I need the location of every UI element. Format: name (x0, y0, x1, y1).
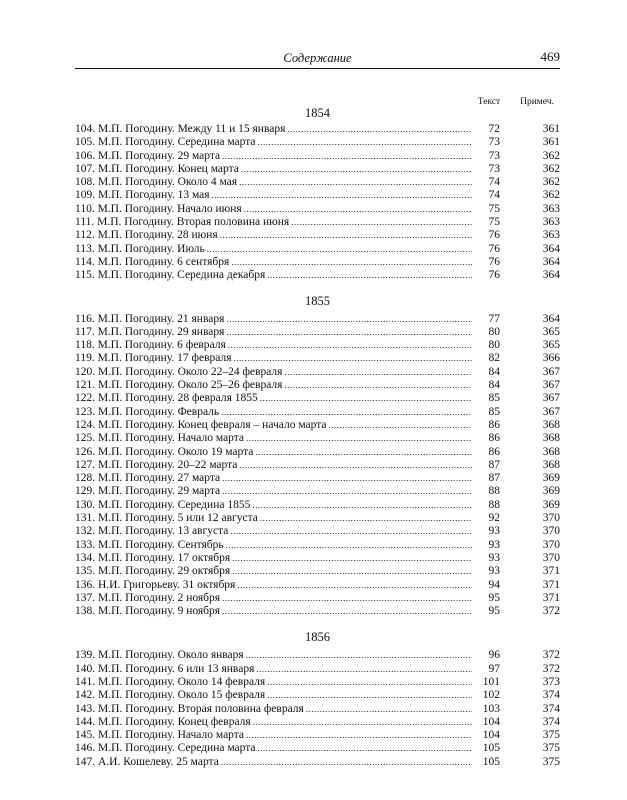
toc-entry (75, 512, 560, 525)
dot-leader (222, 485, 472, 498)
dot-leader (231, 256, 472, 269)
notes-page-number: 370 (542, 538, 560, 551)
section-1854 (75, 105, 560, 283)
entry-title: 133. М.П. Погодину. Сентябрь (75, 538, 224, 551)
dot-leader (246, 729, 472, 742)
notes-page-number: 371 (542, 578, 560, 591)
entry-title: 105. М.П. Погодину. Середина марта (75, 136, 256, 149)
dot-leader (232, 565, 472, 578)
entry-list (75, 313, 560, 619)
toc-entry (75, 313, 560, 326)
text-page-number: 97 (488, 662, 500, 675)
entry-title: 119. М.П. Погодину. 17 февраля (75, 352, 232, 365)
entry-title: 144. М.П. Погодину. Конец февраля (75, 715, 251, 728)
text-page-number: 101 (482, 675, 500, 688)
notes-page-number: 364 (542, 269, 560, 282)
running-title: Содержание (283, 51, 352, 65)
dot-leader (244, 203, 472, 216)
dot-leader (239, 459, 472, 472)
entry-title: 106. М.П. Погодину. 29 марта (75, 149, 221, 162)
toc-entry (75, 406, 560, 419)
dot-leader (252, 499, 472, 512)
entry-title: 142. М.П. Погодину. Около 15 февраля (75, 689, 266, 702)
entry-title: 139. М.П. Погодину. Около января (75, 649, 244, 662)
dot-leader (207, 243, 472, 256)
toc-entry (75, 676, 560, 689)
notes-page-number: 362 (542, 189, 560, 202)
toc-entry (75, 663, 560, 676)
dot-leader (255, 446, 472, 459)
text-page-number: 85 (488, 392, 500, 405)
toc-entry (75, 379, 560, 392)
entry-title: 146. М.П. Погодину. Середина марта (75, 742, 256, 755)
entry-title: 129. М.П. Погодину. 29 марта (75, 485, 221, 498)
dot-leader (226, 313, 472, 326)
toc-entry (75, 326, 560, 339)
text-page-number: 76 (488, 255, 500, 268)
notes-page-number: 367 (542, 392, 560, 405)
toc-entry (75, 485, 560, 498)
text-page-number: 86 (488, 445, 500, 458)
toc-entry (75, 499, 560, 512)
entry-title: 116. М.П. Погодину. 21 января (75, 312, 225, 325)
notes-page-number: 362 (542, 176, 560, 189)
entry-title: 140. М.П. Погодину. 6 или 13 января (75, 662, 255, 675)
entry-title: 122. М.П. Погодину. 28 февраля 1855 (75, 392, 258, 405)
toc-entry (75, 649, 560, 662)
section-1856 (75, 629, 560, 769)
notes-page-number: 372 (542, 662, 560, 675)
notes-page-number: 365 (542, 339, 560, 352)
notes-page-number: 371 (542, 591, 560, 604)
year-heading: 1854 (305, 106, 330, 120)
running-head (75, 50, 560, 68)
dot-leader (284, 366, 472, 379)
notes-page-number: 364 (542, 242, 560, 255)
dot-leader (260, 512, 472, 525)
dot-leader (260, 392, 472, 405)
text-page-number: 104 (482, 715, 500, 728)
notes-page-number: 362 (542, 162, 560, 175)
toc-entry (75, 203, 560, 216)
text-page-number: 105 (482, 755, 500, 768)
entry-title: 130. М.П. Погодину. Середина 1855 (75, 498, 251, 511)
dot-leader (221, 756, 472, 769)
notes-page-number: 363 (542, 202, 560, 215)
toc-entry (75, 729, 560, 742)
dot-leader (239, 176, 472, 189)
text-page-number: 74 (488, 176, 500, 189)
dot-leader (258, 136, 473, 149)
toc-entry (75, 216, 560, 229)
toc-entry (75, 592, 560, 605)
toc-entry (75, 269, 560, 282)
notes-page-number: 363 (542, 216, 560, 229)
dot-leader (226, 326, 472, 339)
toc-entry (75, 432, 560, 445)
toc-entry (75, 366, 560, 379)
toc-entry (75, 163, 560, 176)
page-number: 469 (540, 49, 560, 64)
text-page-number: 76 (488, 229, 500, 242)
entry-title: 137. М.П. Погодину. 2 ноября (75, 591, 221, 604)
notes-page-number: 368 (542, 458, 560, 471)
dot-leader (230, 525, 472, 538)
text-page-number: 102 (482, 689, 500, 702)
toc-entry (75, 605, 560, 618)
text-page-number: 87 (488, 472, 500, 485)
entry-title: 136. Н.И. Григорьеву. 31 октября (75, 578, 236, 591)
section-1855 (75, 293, 560, 619)
dot-leader (256, 663, 472, 676)
toc-entry (75, 446, 560, 459)
dot-leader (306, 703, 472, 716)
dot-leader (267, 269, 472, 282)
entry-title: 126. М.П. Погодину. Около 19 марта (75, 445, 254, 458)
entry-title: 111. М.П. Погодину. Вторая половина июня (75, 216, 290, 229)
dot-leader (237, 579, 472, 592)
toc-entry (75, 703, 560, 716)
dot-leader (284, 379, 472, 392)
entry-title: 118. М.П. Погодину. 6 февраля (75, 339, 226, 352)
notes-page-number: 374 (542, 715, 560, 728)
dot-leader (246, 432, 472, 445)
text-page-number: 84 (488, 365, 500, 378)
entry-title: 145. М.П. Погодину. Начало марта (75, 729, 245, 742)
entry-title: 108. М.П. Погодину. Около 4 мая (75, 176, 238, 189)
entry-title: 121. М.П. Погодину. Около 25–26 февраля (75, 379, 283, 392)
toc-entry (75, 339, 560, 352)
dot-leader (222, 472, 472, 485)
notes-page-number: 366 (542, 352, 560, 365)
notes-page-number: 370 (542, 512, 560, 525)
dot-leader (267, 676, 472, 689)
text-page-number: 73 (488, 149, 500, 162)
toc-entry (75, 756, 560, 769)
notes-page-number: 371 (542, 565, 560, 578)
notes-page-number: 375 (542, 755, 560, 768)
dot-leader (267, 689, 472, 702)
text-page-number: 86 (488, 432, 500, 445)
entry-title: 147. А.И. Кошелеву. 25 марта (75, 755, 219, 768)
toc-entry (75, 229, 560, 242)
text-page-number: 92 (488, 512, 500, 525)
entry-title: 117. М.П. Погодину. 29 января (75, 325, 225, 338)
entry-title: 124. М.П. Погодину. Конец февраля – начало марта (75, 418, 327, 431)
text-page-number: 86 (488, 418, 500, 431)
toc-entry (75, 352, 560, 365)
entry-title: 143. М.П. Погодину. Вторая половина февраля (75, 702, 304, 715)
toc-entry (75, 243, 560, 256)
text-page-number: 75 (488, 202, 500, 215)
toc-entry (75, 742, 560, 755)
entry-title: 109. М.П. Погодину. 13 мая (75, 189, 210, 202)
text-page-number: 104 (482, 729, 500, 742)
text-page-number: 80 (488, 339, 500, 352)
notes-page-number: 367 (542, 405, 560, 418)
entry-title: 141. М.П. Погодину. Около 14 февраля (75, 675, 266, 688)
entry-title: 115. М.П. Погодину. Середина декабря (75, 269, 266, 282)
text-page-number: 88 (488, 485, 500, 498)
notes-page-number: 368 (542, 432, 560, 445)
entry-title: 127. М.П. Погодину. 20–22 марта (75, 458, 238, 471)
text-page-number: 85 (488, 405, 500, 418)
dot-leader (291, 216, 472, 229)
toc-entry (75, 472, 560, 485)
notes-page-number: 370 (542, 525, 560, 538)
toc-entry (75, 123, 560, 136)
text-page-number: 103 (482, 702, 500, 715)
dot-leader (222, 150, 472, 163)
text-page-number: 96 (488, 649, 500, 662)
toc-entry (75, 539, 560, 552)
entry-title: 125. М.П. Погодину. Начало марта (75, 432, 245, 445)
text-page-number: 76 (488, 242, 500, 255)
text-page-number: 72 (488, 123, 500, 135)
dot-leader (234, 352, 473, 365)
entry-title: 113. М.П. Погодину. Июль (75, 242, 205, 255)
entry-title: 104. М.П. Погодину. Между 11 и 15 января (75, 123, 286, 135)
entry-title: 138. М.П. Погодину. 9 ноября (75, 605, 221, 618)
notes-page-number: 375 (542, 729, 560, 742)
toc-entry (75, 256, 560, 269)
toc-entry (75, 579, 560, 592)
dot-leader (246, 649, 472, 662)
entry-list (75, 123, 560, 283)
header-rule (75, 68, 560, 69)
dot-leader (258, 742, 473, 755)
text-page-number: 94 (488, 578, 500, 591)
year-heading: 1856 (305, 630, 330, 645)
notes-page-number: 370 (542, 551, 560, 564)
dot-leader (220, 229, 472, 242)
text-page-number: 76 (488, 269, 500, 282)
text-page-number: 75 (488, 216, 500, 229)
text-page-number: 74 (488, 189, 500, 202)
dot-leader (226, 539, 472, 552)
text-page-number: 77 (488, 312, 500, 325)
text-page-number: 73 (488, 162, 500, 175)
text-page-number: 95 (488, 591, 500, 604)
dot-leader (232, 552, 472, 565)
notes-page-number: 369 (542, 472, 560, 485)
entry-title: 120. М.П. Погодину. Около 22–24 февраля (75, 365, 283, 378)
toc-entry (75, 459, 560, 472)
year-heading: 1855 (305, 293, 330, 308)
text-page-number: 73 (488, 136, 500, 149)
notes-page-number: 369 (542, 485, 560, 498)
text-page-number: 93 (488, 565, 500, 578)
toc-entry (75, 392, 560, 405)
dot-leader (222, 592, 472, 605)
notes-page-number: 374 (542, 689, 560, 702)
entry-title: 107. М.П. Погодину. Конец марта (75, 162, 239, 175)
dot-leader (221, 406, 472, 419)
entry-title: 110. М.П. Погодину. Начало июня (75, 202, 242, 215)
dot-leader (241, 163, 472, 176)
entry-list (75, 649, 560, 769)
text-page-number: 95 (488, 605, 500, 618)
toc-entry (75, 552, 560, 565)
notes-page-number: 367 (542, 379, 560, 392)
dot-leader (329, 419, 473, 432)
notes-page-number: 362 (542, 149, 560, 162)
dot-leader (287, 123, 472, 136)
column-header-text: Текст (477, 97, 501, 107)
entry-title: 131. М.П. Погодину. 5 или 12 августа (75, 512, 258, 525)
toc-entry (75, 150, 560, 163)
notes-page-number: 364 (542, 312, 560, 325)
toc-entry (75, 689, 560, 702)
text-page-number: 88 (488, 498, 500, 511)
entry-title: 114. М.П. Погодину. 6 сентября (75, 255, 230, 268)
notes-page-number: 375 (542, 742, 560, 755)
notes-page-number: 361 (542, 123, 560, 135)
text-page-number: 87 (488, 458, 500, 471)
toc-entry (75, 189, 560, 202)
text-page-number: 80 (488, 325, 500, 338)
notes-page-number: 373 (542, 675, 560, 688)
column-header-notes: Примеч. (520, 97, 554, 107)
notes-page-number: 368 (542, 445, 560, 458)
notes-page-number: 372 (542, 649, 560, 662)
notes-page-number: 368 (542, 418, 560, 431)
entry-title: 112. М.П. Погодину. 28 июня (75, 229, 218, 242)
toc-entry (75, 716, 560, 729)
text-page-number: 84 (488, 379, 500, 392)
notes-page-number: 369 (542, 498, 560, 511)
entry-title: 128. М.П. Погодину. 27 марта (75, 472, 221, 485)
text-page-number: 93 (488, 538, 500, 551)
notes-page-number: 364 (542, 255, 560, 268)
toc-entry (75, 419, 560, 432)
toc-entry (75, 565, 560, 578)
notes-page-number: 374 (542, 702, 560, 715)
dot-leader (222, 605, 472, 618)
text-page-number: 82 (488, 352, 500, 365)
toc-entry (75, 176, 560, 189)
entry-title: 132. М.П. Погодину. 13 августа (75, 525, 229, 538)
entry-title: 135. М.П. Погодину. 29 октября (75, 565, 231, 578)
toc-entry (75, 136, 560, 149)
notes-page-number: 361 (542, 136, 560, 149)
entry-title: 134. М.П. Погодину. 17 октября (75, 551, 231, 564)
notes-page-number: 372 (542, 605, 560, 618)
table-of-contents (75, 105, 560, 769)
notes-page-number: 365 (542, 325, 560, 338)
text-page-number: 105 (482, 742, 500, 755)
dot-leader (212, 189, 472, 202)
text-page-number: 93 (488, 551, 500, 564)
dot-leader (228, 339, 472, 352)
text-page-number: 93 (488, 525, 500, 538)
entry-title: 123. М.П. Погодину. Февраль (75, 405, 220, 418)
toc-entry (75, 525, 560, 538)
notes-page-number: 363 (542, 229, 560, 242)
notes-page-number: 367 (542, 365, 560, 378)
dot-leader (253, 716, 472, 729)
